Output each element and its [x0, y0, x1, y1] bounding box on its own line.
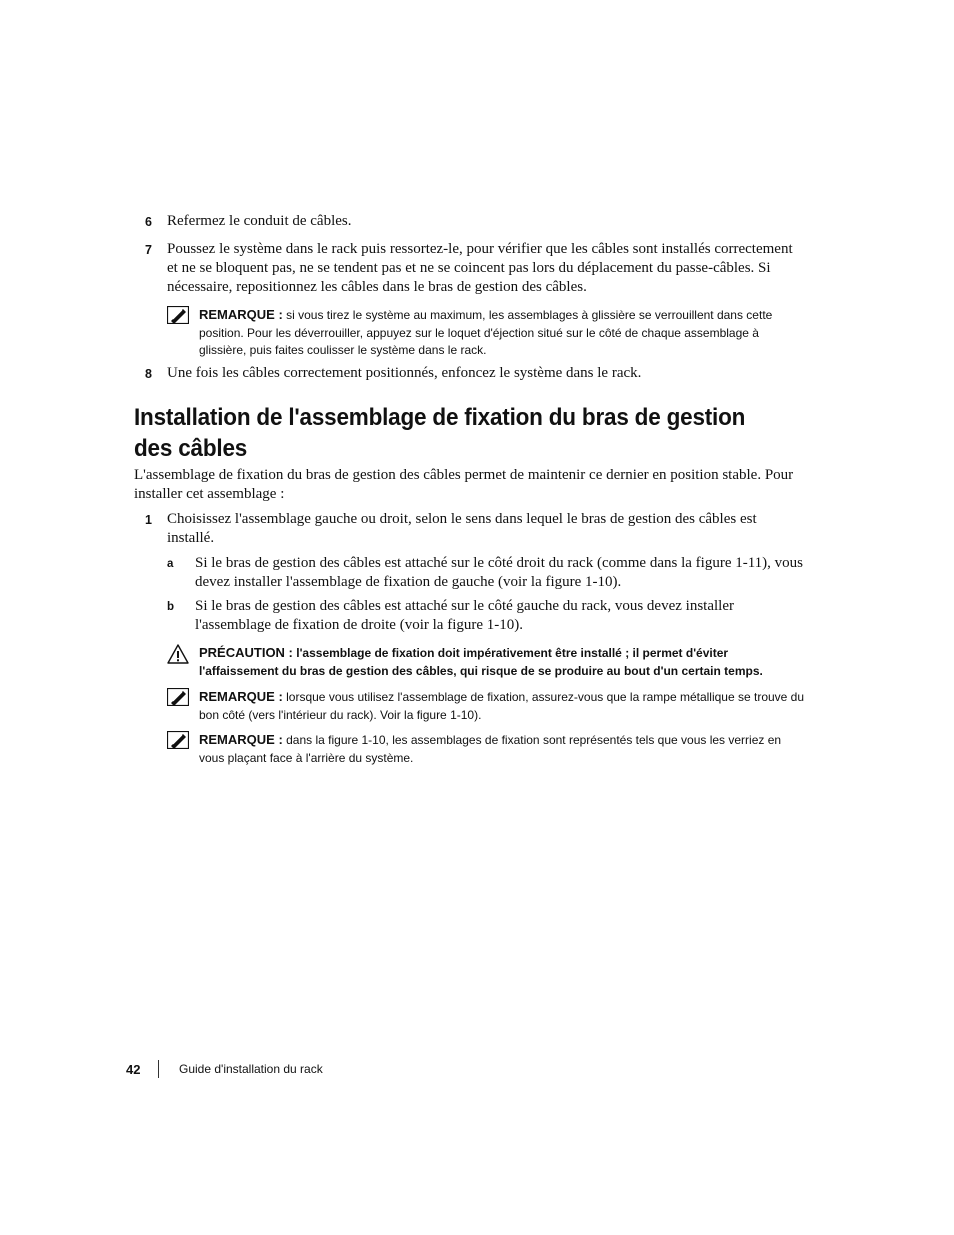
pencil-note-icon: [167, 731, 189, 749]
step-text: Poussez le système dans le rack puis ressortez-le, pour vérifier que les câbles sont installés correctement et ne se bloquent pas, ne se tendent pas et ne se coincent pas lors du déplacement du passe-câbles. Si nécessaire, repositionnez les câbles dans le bras de gestion des câbles.: [167, 241, 793, 295]
note-figure-view: [167, 731, 807, 767]
pencil-note-icon: [167, 306, 189, 324]
note-label: REMARQUE :: [199, 689, 283, 704]
substep-text: Si le bras de gestion des câbles est attaché sur le côté gauche du rack, vous devez installer l'assemblage de fixation de droite (voir la figure 1-10).: [195, 598, 734, 633]
substep-letter: a: [167, 558, 174, 570]
note-metal-ramp: [167, 688, 807, 724]
note-slide-lock: [167, 306, 807, 360]
note-text: lorsque vous utilisez l'assemblage de fixation, assurez-vous que la rampe métallique se trouve du bon côté (vers l'intérieur du rack). Voir la figure 1-10).: [199, 690, 805, 722]
pencil-note-icon: [167, 688, 189, 706]
step-6: [145, 212, 805, 231]
substep-b: [167, 597, 807, 635]
step-7: [145, 240, 805, 297]
caution-text: l'assemblage de fixation doit impérativement être installé ; il permet d'éviter l'affaissement du bras de gestion des câbles, qui risque de se produire au bout d'un certain temps.: [199, 646, 763, 678]
step-number: 1: [145, 513, 152, 527]
heading-line-1: Installation de l'assemblage de fixation du bras de gestion: [134, 403, 746, 431]
page-number: 42: [126, 1062, 141, 1077]
note-body: [199, 688, 807, 724]
footer-title: Guide d'installation du rack: [179, 1062, 323, 1076]
step-1: [145, 510, 805, 548]
step-number: 8: [145, 367, 152, 381]
step-number: 6: [145, 215, 152, 229]
substep-letter: b: [167, 601, 175, 613]
note-label: REMARQUE :: [199, 732, 283, 747]
note-text: dans la figure 1-10, les assemblages de fixation sont représentés tels que vous les verriez en vous plaçant face à l'arrière du système.: [199, 733, 782, 765]
note-body: [199, 731, 807, 767]
step-number: 7: [145, 243, 152, 257]
heading-line-2: des câbles: [134, 434, 248, 462]
caution-notice: [167, 644, 807, 680]
caution-label: PRÉCAUTION :: [199, 645, 293, 660]
intro-paragraph: L'assemblage de fixation du bras de gestion des câbles permet de maintenir ce dernier en position stable. Pour installer cet assemblage :: [134, 467, 794, 502]
caution-body: [199, 644, 807, 680]
footer-divider: [158, 1060, 159, 1078]
step-8: [145, 364, 805, 383]
note-body: [199, 306, 807, 360]
step-text: Une fois les câbles correctement positionnés, enfoncez le système dans le rack.: [167, 365, 642, 381]
step-text: Refermez le conduit de câbles.: [167, 213, 352, 229]
section-heading: [134, 401, 814, 464]
warning-triangle-icon: [167, 644, 189, 664]
substep-a: [167, 554, 807, 592]
note-text: si vous tirez le système au maximum, les assemblages à glissière se verrouillent dans cette position. Pour les déverrouiller, appuyez sur le loquet d'éjection situé sur le côté de chaque assemblage à glissière, puis faites coulisser le système dans le rack.: [199, 308, 773, 357]
step-text: Choisissez l'assemblage gauche ou droit, selon le sens dans lequel le bras de gestion des câbles est installé.: [167, 511, 757, 546]
substep-text: Si le bras de gestion des câbles est attaché sur le côté droit du rack (comme dans la figure 1-11), vous devez installer l'assemblage de fixation de gauche (voir la figure 1-10).: [195, 555, 803, 590]
note-label: REMARQUE :: [199, 307, 283, 322]
